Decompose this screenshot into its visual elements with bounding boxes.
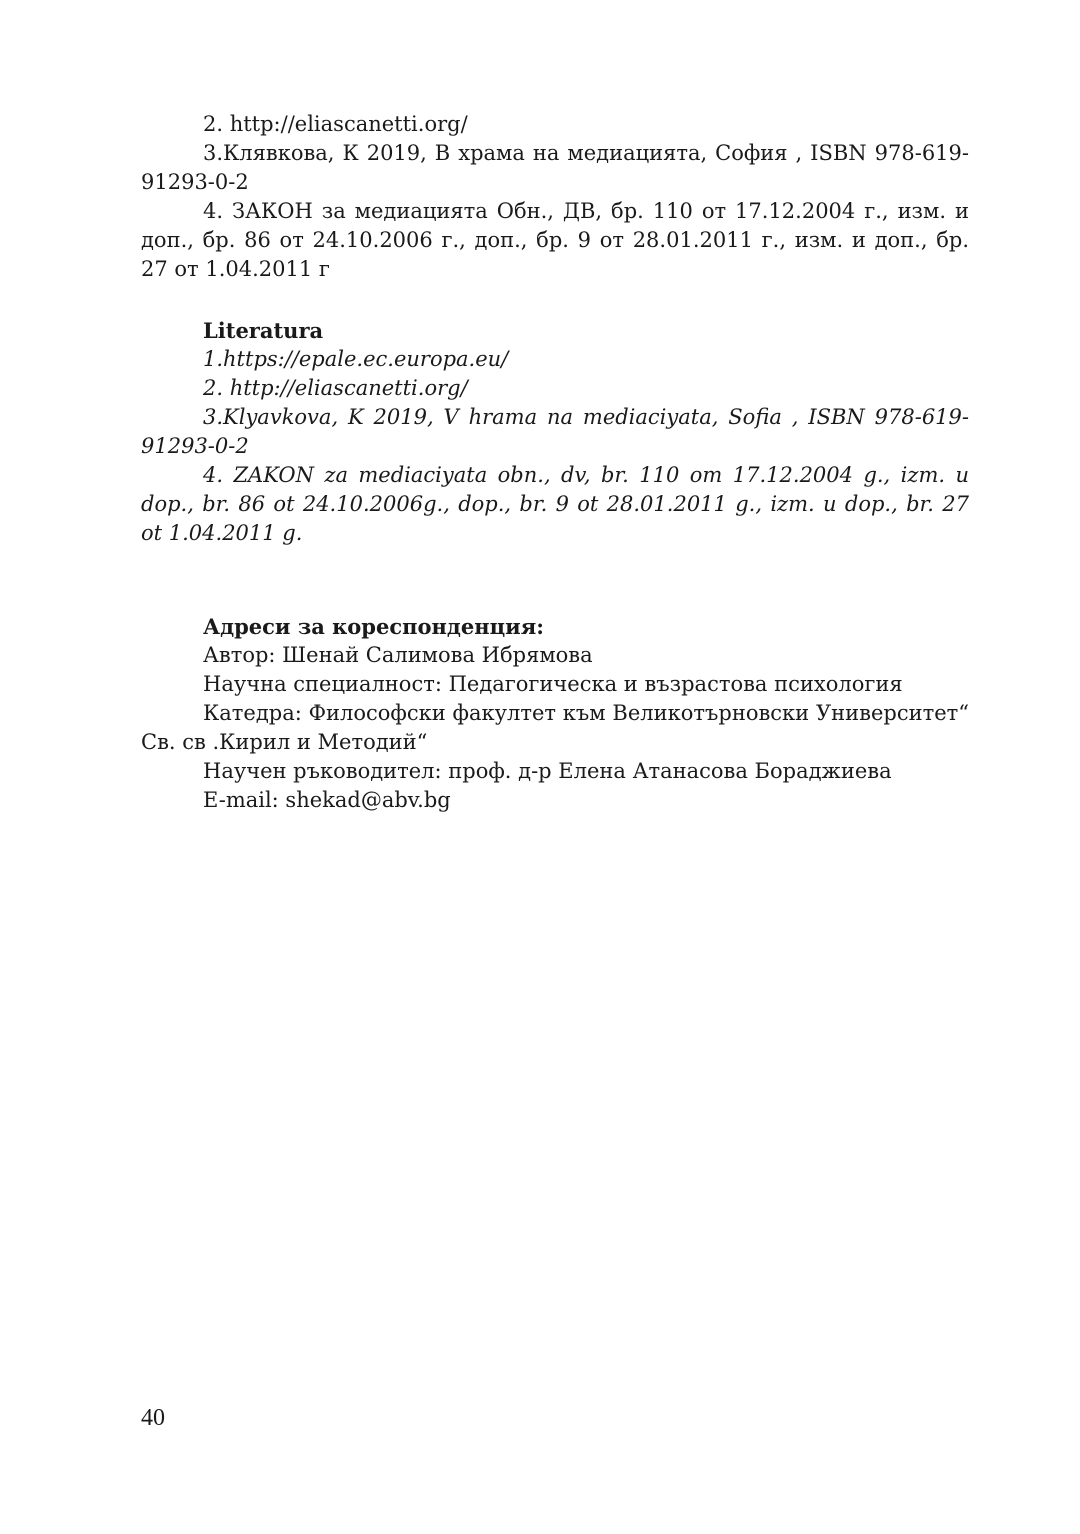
references-latin: [141, 316, 969, 548]
department-line: Катедра: Философски факултет към Великотърновски Университет“ Св. св .Кирил и Методий“: [141, 701, 969, 754]
reference-item: 3.Клявкова, К 2019, В храма на медиацията, София , ISBN 978-619-91293-0-2: [141, 141, 969, 194]
literatura-item: 1.https://epale.ec.europa.eu/: [203, 347, 509, 371]
email-line: E-mail: shekad@abv.bg: [203, 788, 451, 812]
literatura-item: 4. ZAKON za mediaciyata obn., dv, br. 110 от 17.12.2004 g., izm. u dop., br. 86 ot 24.10.2006g., dop., br. 9 ot 28.01.2011 g., izm. u dop., br. 27 ot 1.04.2011 g.: [141, 463, 969, 545]
supervisor-line: Научен ръководител: проф. д-р Елена Атанасова Бораджиева: [203, 759, 892, 783]
literatura-heading: Literatura: [203, 318, 324, 343]
correspondence-heading: Адреси за кореспонденция:: [203, 614, 544, 639]
reference-item: 2. http://eliascanetti.org/: [203, 112, 468, 136]
literatura-item: 3.Klyavkova, K 2019, V hrama na mediaciyata, Sofia , ISBN 978-619-91293-0-2: [141, 405, 969, 458]
references-bulgarian: [141, 110, 969, 284]
reference-item: 4. ЗАКОН за медиацията Обн., ДВ, бр. 110 от 17.12.2004 г., изм. и доп., бр. 86 от 24.10.2006 г., доп., бр. 9 от 28.01.2011 г., изм. и доп., бр. 27 от 1.04.2011 г: [141, 199, 969, 281]
literatura-item: 2. http://eliascanetti.org/: [203, 376, 468, 400]
correspondence-section: [141, 612, 969, 815]
author-line: Автор: Шенай Салимова Ибрямова: [203, 643, 593, 667]
page-number: 40: [141, 1405, 165, 1431]
specialty-line: Научна специалност: Педагогическа и възрастова психология: [203, 672, 903, 696]
